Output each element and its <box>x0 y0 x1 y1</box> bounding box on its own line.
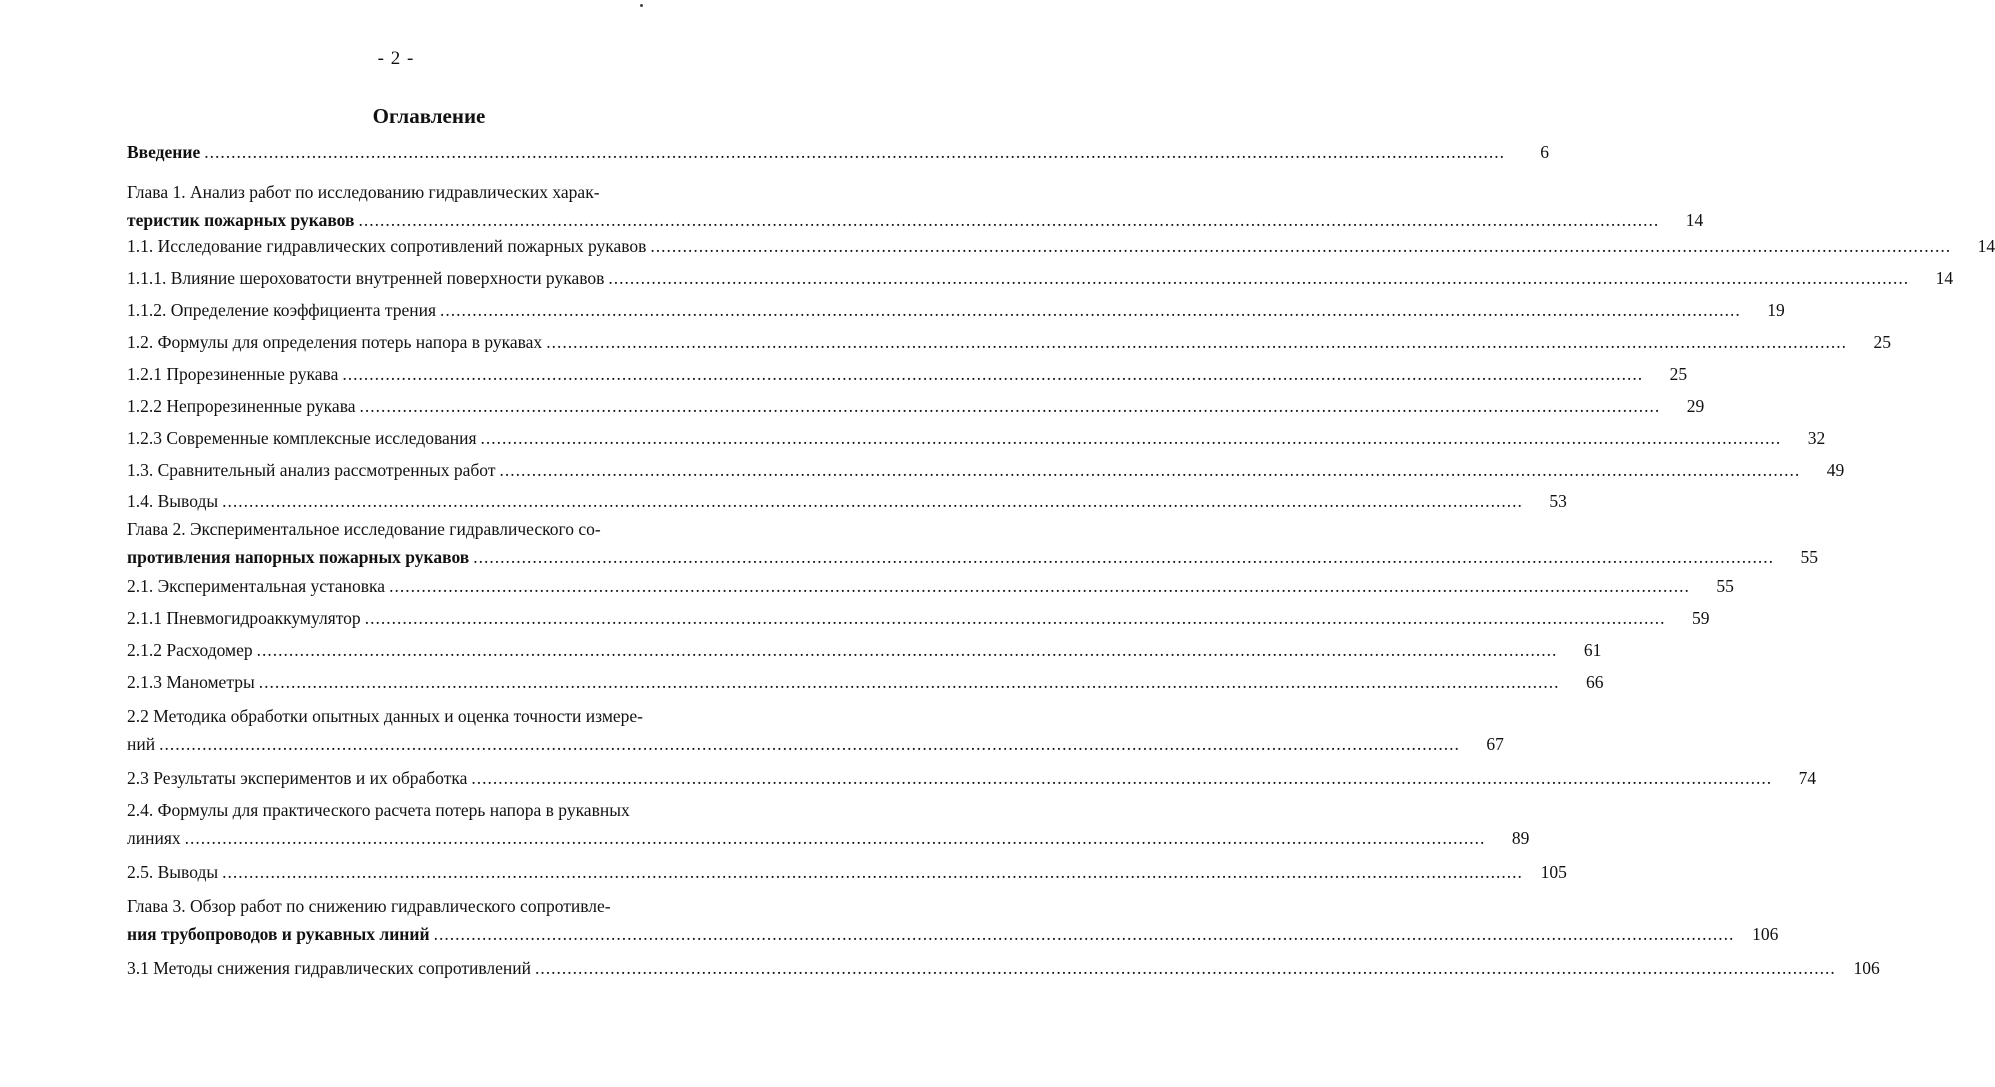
toc-entry-line <box>127 543 1818 571</box>
toc-entry-title: 2.1.3 Манометры <box>127 672 255 692</box>
toc-entry <box>127 487 1567 515</box>
toc-entry-line <box>127 360 1688 388</box>
toc-entry <box>127 515 1818 571</box>
toc-entry-first-line: Глава 3. Обзор работ по снижению гидравлического сопротивле- <box>127 896 611 916</box>
toc-entry <box>127 796 1530 852</box>
toc-entry-title: 1.1.2. Определение коэффициента трения <box>127 300 437 320</box>
toc-entry-title: 2.1.2 Расходомер <box>127 640 253 660</box>
toc-entry-title: ний <box>127 734 156 754</box>
toc-entry <box>127 296 1785 324</box>
toc-entry-title: 1.4. Выводы <box>127 491 219 511</box>
toc-entry <box>127 232 1995 260</box>
toc-entry-line <box>127 668 1604 696</box>
toc-entry-line <box>127 636 1602 664</box>
toc-dot-leader <box>358 206 1659 234</box>
toc-entry-title: 1.2.2 Непрорезиненные рукава <box>127 396 356 416</box>
toc-entry-title: 1.1. Исследование гидравлических сопротивлений пожарных рукавов <box>127 236 647 256</box>
toc-entry-page: 25 <box>1873 332 1891 352</box>
toc-dot-leader <box>159 730 1460 758</box>
toc-entry-first-line: 2.2 Методика обработки опытных данных и оценка точности измере- <box>127 706 644 726</box>
toc-entry <box>127 392 1705 420</box>
toc-entry-page: 66 <box>1585 672 1604 692</box>
toc-entry-line <box>127 206 1704 234</box>
toc-entry-title: 2.1.1 Пневмогидроаккумулятор <box>127 608 361 628</box>
toc-entry <box>127 954 1880 982</box>
toc-entry-line <box>127 764 1817 792</box>
toc-entry <box>127 858 1567 886</box>
toc-dot-leader <box>535 954 1836 982</box>
toc-dot-leader <box>185 824 1486 852</box>
toc-dot-leader <box>473 543 1774 571</box>
toc-entry-title: 1.2.1 Прорезиненные рукава <box>127 364 339 384</box>
toc-dot-leader <box>259 668 1560 696</box>
toc-entry-page: 29 <box>1686 396 1705 416</box>
toc-entry-title: 2.3 Результаты экспериментов и их обработка <box>127 768 468 788</box>
toc-entry-page: 106 <box>1853 958 1880 978</box>
toc-entry-line <box>127 487 1567 515</box>
toc-dot-leader <box>360 392 1661 420</box>
toc-entry-title: 1.2.3 Современные комплексные исследования <box>127 428 477 448</box>
toc-entry-line <box>127 232 1995 260</box>
toc-entry <box>127 892 1779 948</box>
toc-entry-page: 55 <box>1800 547 1818 567</box>
toc-entry-title: Введение <box>127 142 201 162</box>
toc-dot-leader <box>222 487 1523 515</box>
toc-entry-title: линиях <box>127 828 181 848</box>
toc-dot-leader <box>365 604 1666 632</box>
toc-entry-first-line: 2.4. Формулы для практического расчета потерь напора в рукавных <box>127 800 630 820</box>
toc-entry-first-line: Глава 2. Экспериментальное исследование гидравлического со- <box>127 519 601 539</box>
toc-entry-page: 53 <box>1549 491 1567 511</box>
toc-entry-title: 1.1.1. Влияние шероховатости внутренней поверхности рукавов <box>127 268 605 288</box>
toc-entry-page: 106 <box>1752 924 1779 944</box>
toc-entry <box>127 604 1710 632</box>
toc-dot-leader <box>499 456 1800 484</box>
toc-entry-first-line: Глава 1. Анализ работ по исследованию гидравлических харак- <box>127 182 600 202</box>
toc-entry-line <box>127 296 1785 324</box>
toc-dot-leader <box>434 920 1735 948</box>
toc-entry <box>127 668 1604 696</box>
scan-speck <box>640 4 643 7</box>
toc-entry-page: 25 <box>1669 364 1688 384</box>
toc-entry-title: 2.1. Экспериментальная установка <box>127 576 386 596</box>
toc-entry <box>127 572 1734 600</box>
toc-dot-leader <box>389 572 1690 600</box>
toc-entry-line <box>127 920 1779 948</box>
toc-entry-page: 14 <box>1685 210 1704 230</box>
toc-entry-title: ния трубопроводов и рукавных линий <box>127 924 430 944</box>
toc-entry-page: 55 <box>1716 576 1734 596</box>
toc-entry-line <box>127 572 1734 600</box>
toc-entry-line <box>127 456 1845 484</box>
toc-entry-page: 59 <box>1691 608 1710 628</box>
toc-entry-line <box>127 424 1826 452</box>
toc-entry-title: 3.1 Методы снижения гидравлических сопротивлений <box>127 958 531 978</box>
toc-dot-leader <box>204 138 1505 166</box>
toc-entry-title: противления напорных пожарных рукавов <box>127 547 470 567</box>
toc-entry-page: 14 <box>1935 268 1954 288</box>
toc-entry-title: 1.2. Формулы для определения потерь напора в рукавах <box>127 332 543 352</box>
toc-entry <box>127 424 1826 452</box>
toc-title: Оглавление <box>372 104 486 128</box>
toc-entry-title: 1.3. Сравнительный анализ рассмотренных работ <box>127 460 496 480</box>
toc-entry-page: 19 <box>1767 300 1785 320</box>
toc-entry <box>127 138 1549 166</box>
toc-entry-page: 105 <box>1540 862 1567 882</box>
toc-entry-page: 89 <box>1511 828 1530 848</box>
toc-entry-page: 67 <box>1486 734 1504 754</box>
toc-entry <box>127 360 1688 388</box>
toc-entry-line <box>127 824 1530 852</box>
page-number: - 2 - <box>377 48 415 69</box>
toc-entry-page: 61 <box>1583 640 1602 660</box>
toc-entry-line <box>127 604 1710 632</box>
toc-entry-title: 2.5. Выводы <box>127 862 219 882</box>
toc-entry <box>127 636 1602 664</box>
toc-dot-leader <box>222 858 1523 886</box>
toc-entry-page: 74 <box>1798 768 1817 788</box>
toc-dot-leader <box>546 328 1847 356</box>
toc-entry-line <box>127 138 1549 166</box>
toc-entry-title: теристик пожарных рукавов <box>127 210 355 230</box>
toc-entry-page: 6 <box>1540 142 1549 162</box>
toc-entry <box>127 764 1817 792</box>
toc-dot-leader <box>650 232 1951 260</box>
toc-entry <box>127 264 1954 292</box>
toc-entry-page: 49 <box>1826 460 1845 480</box>
toc-entry-line <box>127 264 1954 292</box>
toc-entry <box>127 456 1845 484</box>
toc-entry-line <box>127 858 1567 886</box>
toc-dot-leader <box>440 296 1741 324</box>
toc-entry-line <box>127 730 1504 758</box>
toc-dot-leader <box>471 764 1772 792</box>
toc-dot-leader <box>342 360 1643 388</box>
toc-entry-line <box>127 328 1891 356</box>
toc-entry-line <box>127 954 1880 982</box>
toc-entry <box>127 328 1891 356</box>
toc-dot-leader <box>257 636 1558 664</box>
toc-entry <box>127 702 1504 758</box>
toc-dot-leader <box>481 424 1782 452</box>
toc-entry-line <box>127 392 1705 420</box>
toc-entry-page: 14 <box>1977 236 1995 256</box>
toc-entry-page: 32 <box>1807 428 1826 448</box>
toc-dot-leader <box>608 264 1909 292</box>
toc-entry <box>127 178 1704 234</box>
